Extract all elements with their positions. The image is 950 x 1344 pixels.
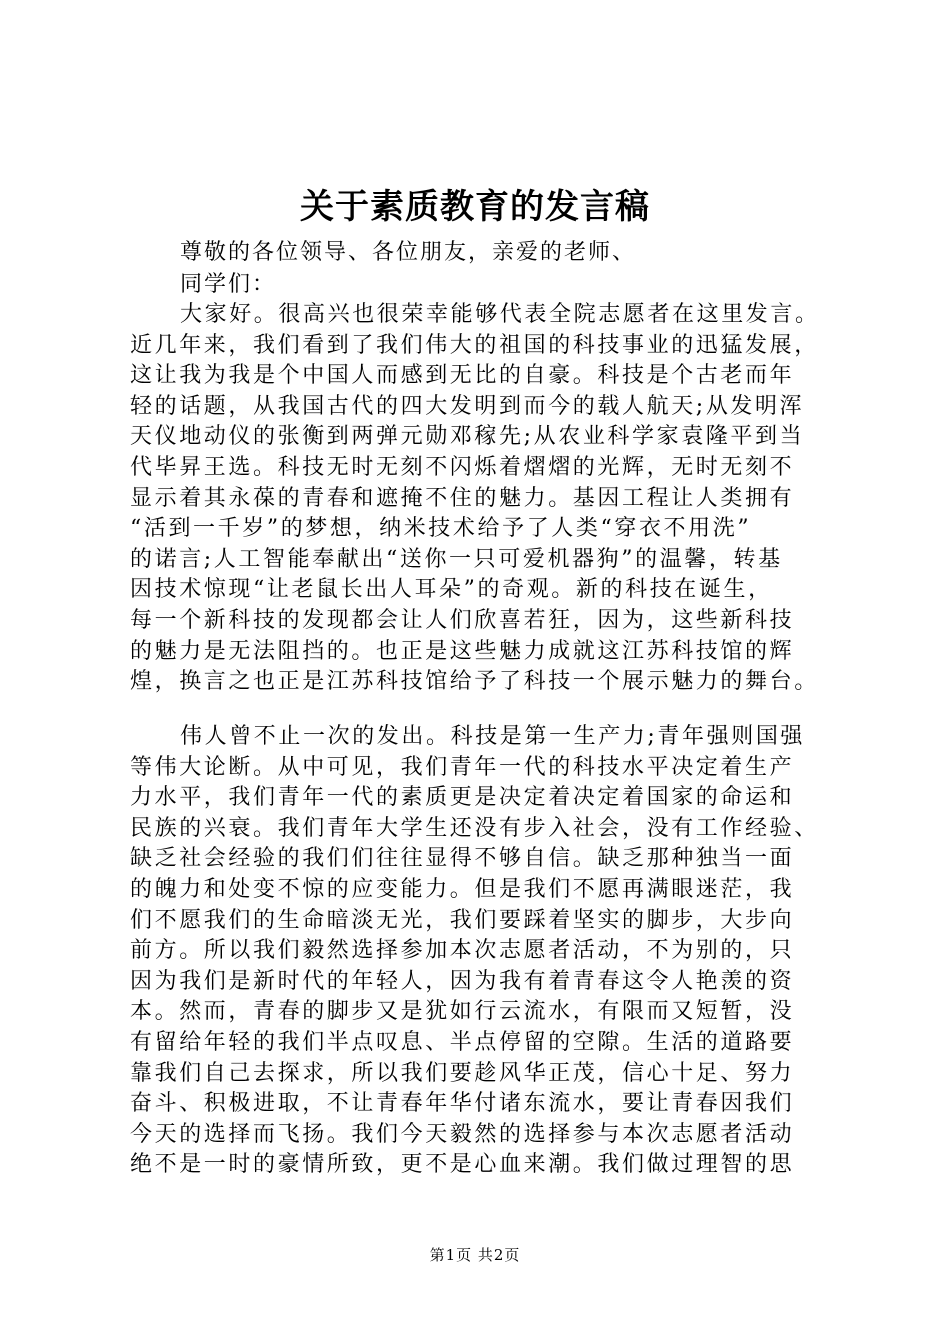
text-line: 力水平，我们青年一代的素质更是决定着决定着国家的命运和 [130, 785, 795, 811]
text-line: “活到一千岁”的梦想，纳米技术给予了人类“穿衣不用洗” [130, 516, 752, 542]
text-line: 前方。所以我们毅然选择参加本次志愿者活动，不为别的，只 [130, 938, 795, 964]
text-line: 因技术惊现“让老鼠长出人耳朵”的奇观。新的科技在诞生， [130, 577, 773, 603]
text-line: 近几年来，我们看到了我们伟大的祖国的科技事业的迅猛发展， [130, 332, 819, 358]
paragraph-1 [130, 300, 850, 698]
salutation-line: 尊敬的各位领导、各位朋友，亲爱的老师、 [180, 240, 637, 265]
document-title: 关于素质教育的发言稿 [300, 187, 650, 227]
text-line: 每一个新科技的发现都会让人们欣喜若狂，因为，这些新科技 [130, 607, 795, 633]
text-line: 民族的兴衰。我们青年大学生还没有步入社会，没有工作经验、 [130, 815, 819, 841]
text-line: 本。然而，青春的脚步又是犹如行云流水，有限而又短暂，没 [130, 999, 795, 1025]
text-line: 的魄力和处变不惊的应变能力。但是我们不愿再满眼迷茫，我 [130, 876, 795, 902]
text-line: 的魅力是无法阻挡的。也正是这些魅力成就这江苏科技馆的辉 [130, 638, 795, 664]
text-line: 们不愿我们的生命暗淡无光，我们要踩着坚实的脚步，大步向 [130, 907, 795, 933]
text-line: 因为我们是新时代的年轻人，因为我有着青春这令人艳羡的资 [130, 968, 795, 994]
text-line: 的诺言;人工智能奉献出“送你一只可爱机器狗”的温馨，转基 [130, 546, 783, 572]
text-line: 等伟大论断。从中可见，我们青年一代的科技水平决定着生产 [130, 754, 795, 780]
text-line: 大家好。很高兴也很荣幸能够代表全院志愿者在这里发言。 [180, 302, 820, 327]
salutation-line: 同学们： [180, 272, 277, 297]
text-line: 缺乏社会经验的我们们往往显得不够自信。缺乏那种独当一面 [130, 846, 795, 872]
paragraph-2 [130, 722, 850, 1181]
text-line: 奋斗、积极进取，不让青春年华付诸东流水，要让青春因我们 [130, 1091, 795, 1117]
text-line: 这让我为我是个中国人而感到无比的自豪。科技是个古老而年 [130, 363, 795, 389]
text-line: 显示着其永葆的青春和遮掩不住的魅力。基因工程让人类拥有 [130, 485, 795, 511]
text-line: 靠我们自己去探求，所以我们要趁风华正茂，信心十足、努力 [130, 1060, 795, 1086]
text-line: 今天的选择而飞扬。我们今天毅然的选择参与本次志愿者活动 [130, 1121, 795, 1147]
page-number-footer: 第1页 共2页 [429, 1246, 521, 1264]
text-line: 天仪地动仪的张衡到两弹元勋邓稼先;从农业科学家袁隆平到当 [130, 424, 805, 450]
text-line: 伟人曾不止一次的发出。科技是第一生产力;青年强则国强 [180, 724, 806, 749]
text-line: 代毕昇王选。科技无时无刻不闪烁着熠熠的光辉，无时无刻不 [130, 454, 795, 480]
text-line: 有留给年轻的我们半点叹息、半点停留的空隙。生活的道路要 [130, 1029, 795, 1055]
text-line: 轻的话题，从我国古代的四大发明到而今的载人航天;从发明浑 [130, 393, 805, 419]
text-line: 煌，换言之也正是江苏科技馆给予了科技一个展示魅力的舞台。 [130, 669, 819, 695]
text-line: 绝不是一时的豪情所致，更不是心血来潮。我们做过理智的思 [130, 1152, 795, 1178]
